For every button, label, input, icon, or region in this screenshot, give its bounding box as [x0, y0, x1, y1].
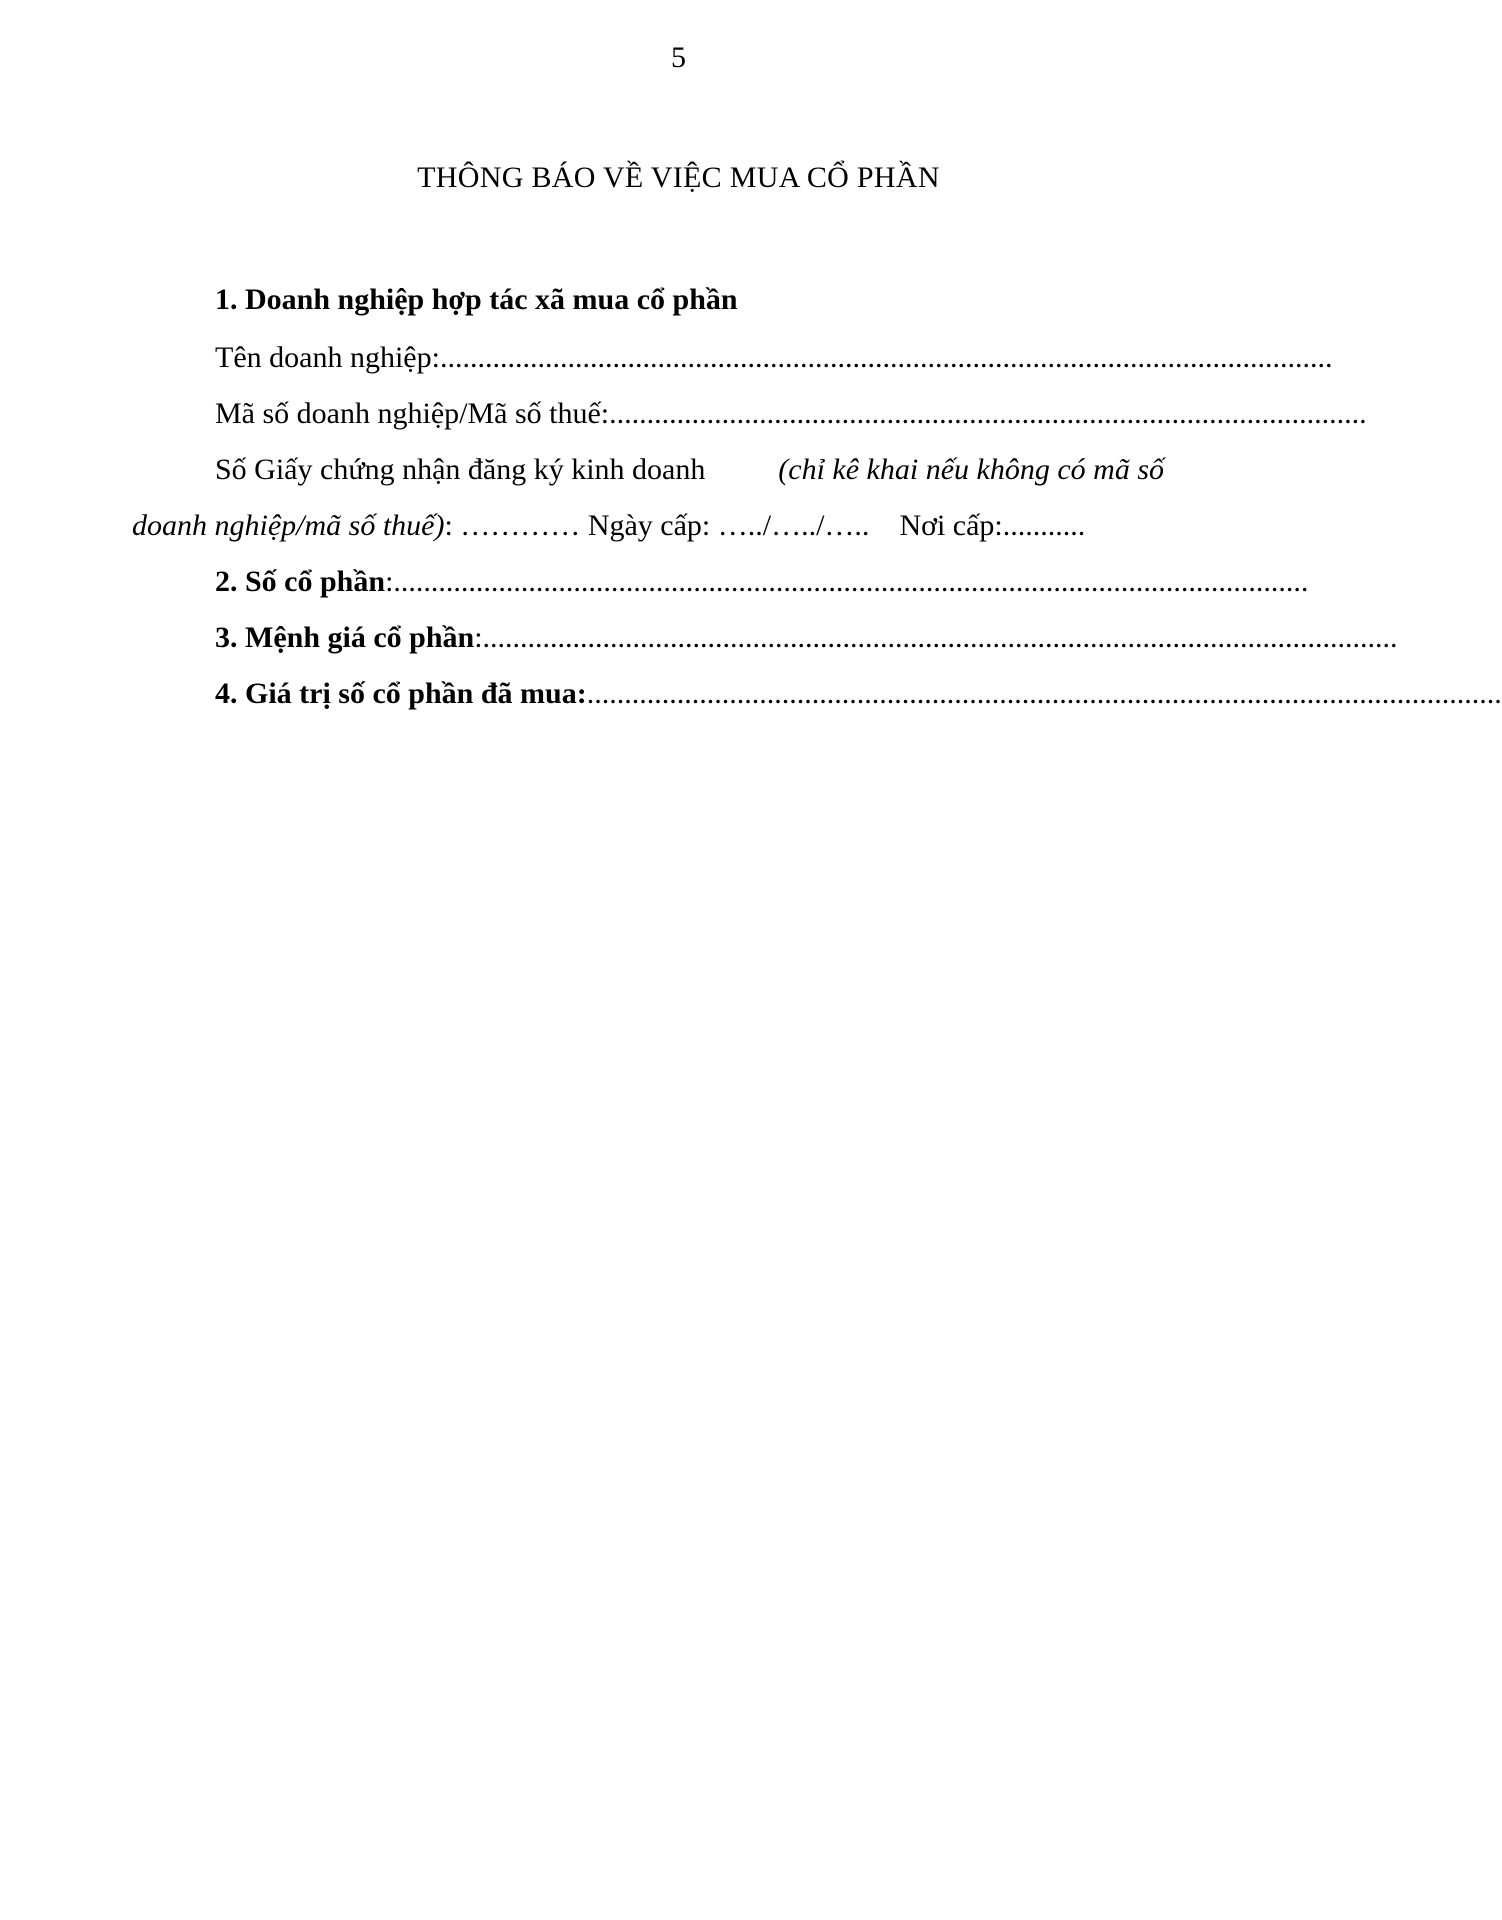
section-4-row	[215, 676, 1502, 712]
issue-place-field[interactable]: ...........	[1002, 509, 1086, 542]
tax-code-row	[215, 396, 1367, 432]
cert-label: Số Giấy chứng nhận đăng ký kinh doanh	[215, 453, 706, 486]
cert-note-part1: (chỉ kê khai nếu không có mã số	[778, 453, 1164, 486]
par-value-field[interactable]: :..........................................................................................................................	[474, 621, 1398, 654]
cert-number-field[interactable]: : …………	[444, 509, 588, 542]
cert-row-2	[132, 508, 1164, 544]
cert-row-1	[215, 452, 1164, 488]
share-count-label: 2. Số cổ phần	[215, 565, 386, 598]
section-1-heading: 1. Doanh nghiệp hợp tác xã mua cổ phần	[215, 283, 738, 316]
cert-note-part2: doanh nghiệp/mã số thuế)	[132, 509, 445, 542]
purchased-value-field[interactable]: ..........................................................................................................................	[586, 677, 1502, 710]
company-name-row	[215, 340, 1333, 376]
section-2-row	[215, 564, 1309, 600]
share-count-field[interactable]: :..........................................................................................................................	[385, 565, 1309, 598]
tax-code-field[interactable]: .....................................................................................................	[609, 397, 1367, 430]
purchased-value-label: 4. Giá trị số cổ phần đã mua:	[215, 677, 587, 710]
company-name-label: Tên doanh nghiệp:	[215, 341, 440, 374]
page-title: THÔNG BÁO VỀ VIỆC MUA CỔ PHẦN	[417, 161, 940, 194]
tax-code-label: Mã số doanh nghiệp/Mã số thuế:	[215, 397, 610, 430]
page-number: 5	[671, 41, 686, 74]
section-3-row	[215, 620, 1398, 656]
company-name-field[interactable]: .......................................................................................................................	[439, 341, 1333, 374]
issue-place-label: Nơi cấp:	[899, 509, 1003, 542]
issue-date-field[interactable]: Ngày cấp: …../…../…..	[587, 509, 870, 542]
par-value-label: 3. Mệnh giá cổ phần	[215, 621, 475, 654]
